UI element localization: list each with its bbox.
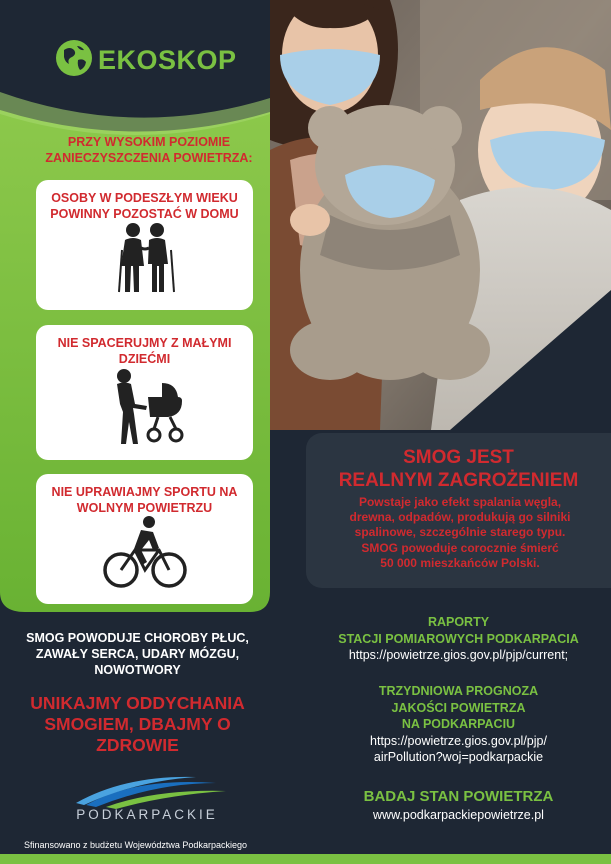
reports-title-line2: STACJI POMIAROWYCH PODKARPACIA — [338, 631, 579, 646]
photo-mother-child-masks — [270, 0, 611, 430]
forecast-title-line3: NA PODKARPACIU — [401, 717, 516, 731]
diseases-text: SMOG POWODUJE CHOROBY PŁUC, ZAWAŁY SERCA, UDARY MÓZGU, NOWOTWORY — [26, 631, 249, 677]
funding-note: Sfinansowano z budżetu Województwa Podkarpackiego — [24, 840, 247, 850]
card-stroller — [36, 325, 253, 460]
smog-description-line4: SMOG powoduje corocznie śmierć — [361, 540, 559, 555]
smog-info-box — [306, 433, 611, 588]
cyclist-icon — [36, 516, 253, 590]
podkarpackie-logo-text: PODKARPACKIE — [76, 807, 218, 822]
forecast-url-line1[interactable]: https://powietrze.gios.gov.pl/pjp/ — [370, 733, 547, 748]
check-title: BADAJ STAN POWIETRZA — [363, 788, 554, 805]
brand-logo — [54, 38, 237, 83]
check-section — [306, 787, 611, 824]
left-column — [0, 0, 270, 864]
forecast-title-line2: JAKOŚCI POWIETRZA — [391, 700, 526, 715]
forecast-title-line1: TRZYDNIOWA PROGNOZA — [378, 684, 539, 698]
card-elderly-label: OSOBY W PODESZŁYM WIEKU POWINNY POZOSTAĆ W DOMU — [50, 191, 239, 221]
smog-description-line5: 50 000 mieszkańców Polski. — [380, 555, 540, 570]
smog-description-line3: spalinowe, szczególnie starego typu. — [354, 525, 566, 540]
card-elderly — [36, 180, 253, 310]
card-cyclist — [36, 474, 253, 604]
card-stroller-label: NIE SPACERUJMY Z MAŁYMI DZIEĆMI — [57, 336, 232, 366]
forecast-url-line2[interactable]: airPollution?woj=podkarpackie — [373, 750, 544, 764]
stroller-icon — [36, 367, 253, 445]
podkarpackie-logo-graphic — [66, 775, 236, 809]
check-url[interactable]: www.podkarpackiepowietrze.pl — [373, 808, 544, 822]
brand-name: EKOSKOP — [98, 45, 237, 75]
elderly-couple-icon — [36, 222, 253, 294]
forecast-section — [306, 683, 611, 766]
warning-title: PRZY WYSOKIM POZIOMIE ZANIECZYSZCZENIA POWIETRZA: — [45, 135, 253, 165]
bottom-green-strip — [0, 854, 611, 864]
smog-heading-line1: SMOG JEST — [403, 447, 514, 468]
card-cyclist-label: NIE UPRAWIAJMY SPORTU NA WOLNYM POWIETRZU — [51, 485, 238, 515]
smog-heading — [306, 446, 611, 492]
reports-title-line1: RAPORTY — [427, 615, 490, 629]
globe-icon — [54, 38, 94, 83]
slogan: UNIKAJMY ODDYCHANIA SMOGIEM, DBAJMY O ZDROWIE — [30, 693, 245, 755]
reports-url[interactable]: https://powietrze.gios.gov.pl/pjp/current; — [348, 648, 569, 662]
smog-description-line1: Powstaje jako efekt spalania węgla, — [358, 495, 562, 509]
reports-section — [306, 614, 611, 664]
smog-description — [312, 495, 608, 571]
smog-heading-line2: REALNYM ZAGROŻENIEM — [338, 470, 579, 491]
smog-description-line2: drewna, odpadów, produkują go silniki — [349, 510, 571, 525]
